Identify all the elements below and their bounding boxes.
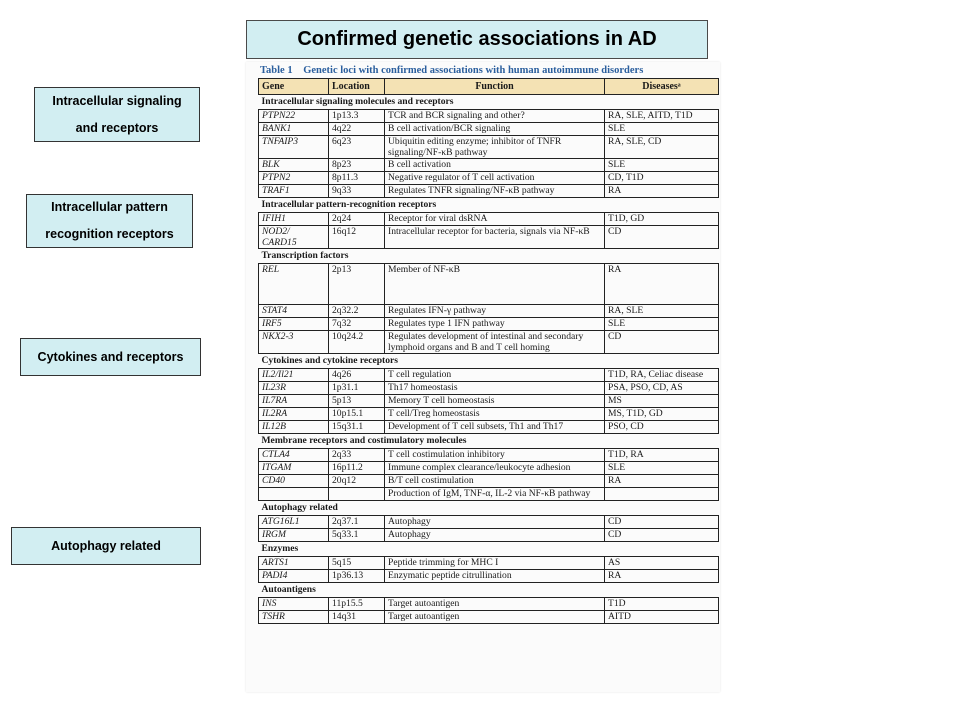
location-cell: 4q26: [329, 369, 385, 382]
diseases-cell: RA: [605, 475, 719, 488]
caption-text: Genetic loci with confirmed associations with human autoimmune disorders: [303, 65, 644, 76]
table-row: [259, 421, 719, 434]
diseases-cell: MS, T1D, GD: [605, 408, 719, 421]
diseases-cell: AITD: [605, 611, 719, 624]
function-cell: Production of IgM, TNF-α, IL-2 via NF-κB pathway: [385, 488, 605, 501]
table-row: [259, 488, 719, 501]
location-cell: 20q12: [329, 475, 385, 488]
label-autophagy: [11, 527, 201, 565]
label-line: and receptors: [75, 120, 159, 135]
function-cell: T cell/Treg homeostasis: [385, 408, 605, 421]
gene-cell: BANK1: [259, 123, 329, 136]
gene-cell: ATG16L1: [259, 516, 329, 529]
diseases-cell: T1D: [605, 598, 719, 611]
table-row: [259, 462, 719, 475]
section-title: Autophagy related: [259, 501, 719, 516]
table-row: [259, 331, 719, 354]
diseases-cell: CD: [605, 331, 719, 354]
location-cell: 16p11.2: [329, 462, 385, 475]
function-cell: Th17 homeostasis: [385, 382, 605, 395]
gene-cell: NKX2-3: [259, 331, 329, 354]
function-cell: B cell activation: [385, 159, 605, 172]
table-row: [259, 172, 719, 185]
location-cell: 15q31.1: [329, 421, 385, 434]
function-cell: Regulates IFN-γ pathway: [385, 305, 605, 318]
section-title: Intracellular pattern-recognition receptors: [259, 198, 719, 213]
location-cell: 1p13.3: [329, 110, 385, 123]
table-row: [259, 159, 719, 172]
location-cell: 5p13: [329, 395, 385, 408]
location-cell: 14q31: [329, 611, 385, 624]
table-row: [259, 475, 719, 488]
gene-cell: IL2/Il21: [259, 369, 329, 382]
section-title: Enzymes: [259, 542, 719, 557]
table-row: [259, 305, 719, 318]
function-cell: Memory T cell homeostasis: [385, 395, 605, 408]
diseases-cell: AS: [605, 557, 719, 570]
gene-cell: ARTS1: [259, 557, 329, 570]
gene-cell: IRGM: [259, 529, 329, 542]
location-cell: 1p36.13: [329, 570, 385, 583]
table-row: [259, 598, 719, 611]
gene-cell: IL23R: [259, 382, 329, 395]
table-row: [259, 318, 719, 331]
table-row: [259, 185, 719, 198]
function-cell: Regulates TNFR signaling/NF-κB pathway: [385, 185, 605, 198]
table-row: [259, 369, 719, 382]
slide-title: Confirmed genetic associations in AD: [246, 20, 708, 59]
gene-cell: INS: [259, 598, 329, 611]
genetic-loci-table: [258, 78, 719, 624]
diseases-cell: T1D, RA, Celiac disease: [605, 369, 719, 382]
location-cell: 11p15.5: [329, 598, 385, 611]
function-cell: Member of NF-κB: [385, 264, 605, 305]
section-title: Intracellular signaling molecules and receptors: [259, 95, 719, 110]
diseases-cell: PSO, CD: [605, 421, 719, 434]
gene-cell: IRF5: [259, 318, 329, 331]
diseases-cell: CD: [605, 529, 719, 542]
location-cell: 6q23: [329, 136, 385, 159]
gene-cell: BLK: [259, 159, 329, 172]
section-title: Membrane receptors and costimulatory molecules: [259, 434, 719, 449]
location-cell: 10q24.2: [329, 331, 385, 354]
gene-cell: PTPN2: [259, 172, 329, 185]
diseases-cell: SLE: [605, 159, 719, 172]
section-row: [259, 501, 719, 516]
function-cell: B cell activation/BCR signaling: [385, 123, 605, 136]
gene-cell: CD40: [259, 475, 329, 488]
table-caption: [260, 65, 643, 76]
header-function: Function: [385, 79, 605, 95]
function-cell: Autophagy: [385, 516, 605, 529]
diseases-cell: [605, 488, 719, 501]
location-cell: 2q33: [329, 449, 385, 462]
table-image: [246, 62, 720, 692]
section-row: [259, 434, 719, 449]
table-row: [259, 557, 719, 570]
label-line: Autophagy related: [51, 538, 161, 553]
section-row: [259, 542, 719, 557]
function-cell: TCR and BCR signaling and other?: [385, 110, 605, 123]
function-cell: Autophagy: [385, 529, 605, 542]
header-location: Location: [329, 79, 385, 95]
gene-cell: IFIH1: [259, 213, 329, 226]
function-cell: Development of T cell subsets, Th1 and Th17: [385, 421, 605, 434]
table-row: [259, 395, 719, 408]
location-cell: 5q15: [329, 557, 385, 570]
table-row: [259, 213, 719, 226]
section-title: Cytokines and cytokine receptors: [259, 354, 719, 369]
function-cell: Immune complex clearance/leukocyte adhesion: [385, 462, 605, 475]
location-cell: 8p11.3: [329, 172, 385, 185]
section-row: [259, 95, 719, 110]
section-row: [259, 198, 719, 213]
function-cell: Regulates development of intestinal and secondary lymphoid organs and B and T cell homing: [385, 331, 605, 354]
label-pattern-recognition: [26, 194, 193, 248]
table-body: [259, 95, 719, 624]
table-row: [259, 123, 719, 136]
diseases-cell: CD, T1D: [605, 172, 719, 185]
location-cell: 4q22: [329, 123, 385, 136]
diseases-cell: RA: [605, 264, 719, 305]
label-line: recognition receptors: [45, 227, 174, 241]
section-row: [259, 583, 719, 598]
label-cytokines: [20, 338, 201, 376]
location-cell: 9q33: [329, 185, 385, 198]
diseases-cell: RA, SLE: [605, 305, 719, 318]
location-cell: 7q32: [329, 318, 385, 331]
gene-cell: TNFAIP3: [259, 136, 329, 159]
location-cell: 10p15.1: [329, 408, 385, 421]
diseases-cell: RA, SLE, CD: [605, 136, 719, 159]
diseases-cell: T1D, RA: [605, 449, 719, 462]
table-row: [259, 570, 719, 583]
gene-cell: ITGAM: [259, 462, 329, 475]
location-cell: 8p23: [329, 159, 385, 172]
location-cell: 2q32.2: [329, 305, 385, 318]
table-row: [259, 110, 719, 123]
diseases-cell: SLE: [605, 123, 719, 136]
location-cell: 16q12: [329, 226, 385, 249]
diseases-cell: RA: [605, 570, 719, 583]
function-cell: Peptide trimming for MHC I: [385, 557, 605, 570]
gene-cell: NOD2/ CARD15: [259, 226, 329, 249]
section-row: [259, 354, 719, 369]
table-row: [259, 382, 719, 395]
gene-cell: IL7RA: [259, 395, 329, 408]
diseases-cell: RA: [605, 185, 719, 198]
function-cell: T cell regulation: [385, 369, 605, 382]
location-cell: 1p31.1: [329, 382, 385, 395]
gene-cell: IL2RA: [259, 408, 329, 421]
table-row: [259, 516, 719, 529]
label-intracellular-signaling: [34, 87, 200, 142]
header-row: [259, 79, 719, 95]
label-line: Intracellular pattern: [51, 200, 168, 214]
gene-cell: IL12B: [259, 421, 329, 434]
location-cell: 2q24: [329, 213, 385, 226]
function-cell: Regulates type 1 IFN pathway: [385, 318, 605, 331]
location-cell: [329, 488, 385, 501]
gene-cell: TSHR: [259, 611, 329, 624]
diseases-cell: CD: [605, 516, 719, 529]
function-cell: Intracellular receptor for bacteria, signals via NF-κB: [385, 226, 605, 249]
location-cell: 2q37.1: [329, 516, 385, 529]
table-row: [259, 611, 719, 624]
caption-label: Table 1: [260, 65, 293, 76]
function-cell: T cell costimulation inhibitory: [385, 449, 605, 462]
function-cell: Target autoantigen: [385, 611, 605, 624]
table-row: [259, 449, 719, 462]
location-cell: 5q33.1: [329, 529, 385, 542]
table-row: [259, 529, 719, 542]
diseases-cell: MS: [605, 395, 719, 408]
table-row: [259, 264, 719, 305]
table-row: [259, 136, 719, 159]
diseases-cell: PSA, PSO, CD, AS: [605, 382, 719, 395]
gene-cell: PTPN22: [259, 110, 329, 123]
location-cell: 2p13: [329, 264, 385, 305]
diseases-cell: CD: [605, 226, 719, 249]
gene-cell: TRAF1: [259, 185, 329, 198]
label-line: Cytokines and receptors: [37, 349, 184, 364]
table-row: [259, 408, 719, 421]
section-title: Autoantigens: [259, 583, 719, 598]
function-cell: Enzymatic peptide citrullination: [385, 570, 605, 583]
label-line: Intracellular signaling: [52, 93, 182, 108]
diseases-cell: T1D, GD: [605, 213, 719, 226]
header-diseases: Diseasesᵃ: [605, 79, 719, 95]
section-title: Transcription factors: [259, 249, 719, 264]
gene-cell: [259, 488, 329, 501]
function-cell: B/T cell costimulation: [385, 475, 605, 488]
function-cell: Negative regulator of T cell activation: [385, 172, 605, 185]
gene-cell: STAT4: [259, 305, 329, 318]
header-gene: Gene: [259, 79, 329, 95]
gene-cell: CTLA4: [259, 449, 329, 462]
section-row: [259, 249, 719, 264]
function-cell: Receptor for viral dsRNA: [385, 213, 605, 226]
diseases-cell: SLE: [605, 318, 719, 331]
function-cell: Target autoantigen: [385, 598, 605, 611]
gene-cell: PADI4: [259, 570, 329, 583]
diseases-cell: SLE: [605, 462, 719, 475]
table-row: [259, 226, 719, 249]
function-cell: Ubiquitin editing enzyme; inhibitor of TNFR signaling/NF-κB pathway: [385, 136, 605, 159]
gene-cell: REL: [259, 264, 329, 305]
diseases-cell: RA, SLE, AITD, T1D: [605, 110, 719, 123]
